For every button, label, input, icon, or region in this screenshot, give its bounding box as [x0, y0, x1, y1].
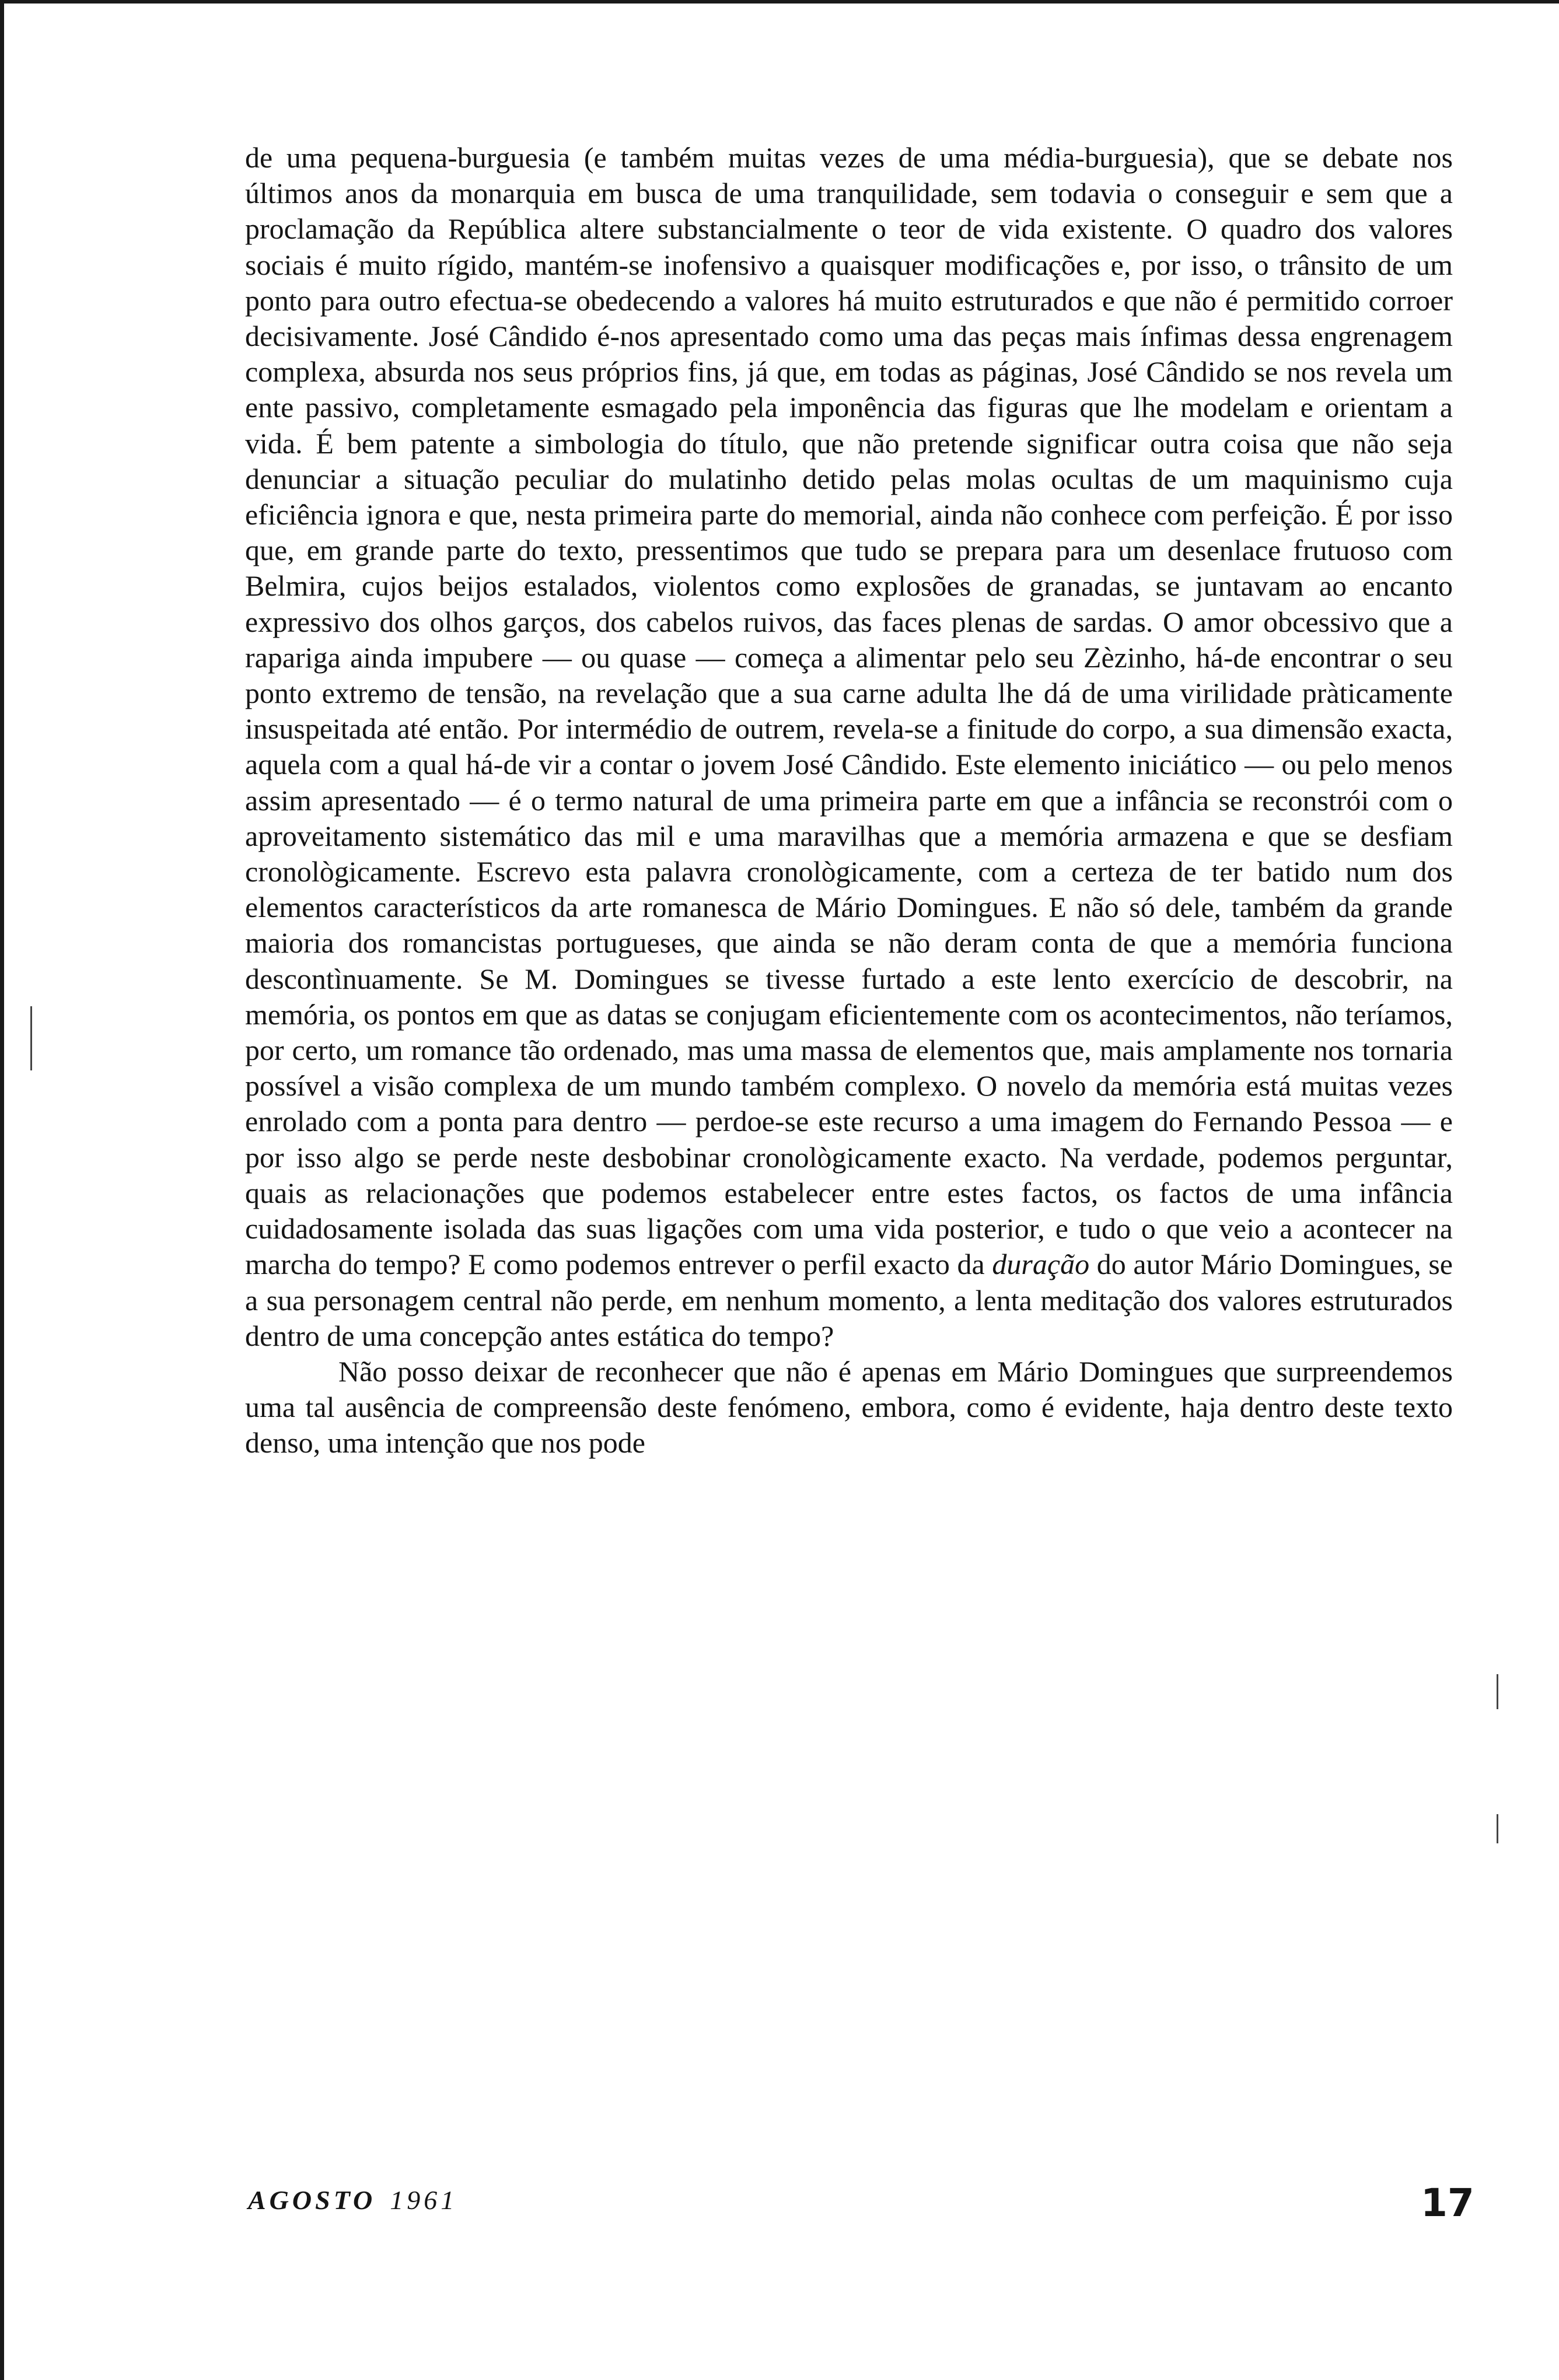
page-number: 17	[1421, 2180, 1474, 2225]
paragraph-text: Não posso deixar de reconhecer que não é apenas em Mário Domingues que surpreendemos uma tal ausência de compreensão deste fenómeno, embora, como é evidente, haja dentro deste texto denso, uma intenção que nos pode	[245, 1354, 1453, 1460]
issue-month: AGOSTO	[248, 2185, 376, 2215]
margin-mark	[30, 1006, 32, 1070]
paragraph-italic-text: duração	[992, 1248, 1090, 1281]
paragraph-text: de uma pequena-burguesia (e também muitas vezes de uma média-burguesia), que se debate nos últimos anos da monarquia em busca de uma tranquilidade, sem todavia o conseguir e sem que a proclamação da República altere substancialmente o teor de vida existente. O quadro dos valores sociais é muito rígido, mantém-se inofensivo a quaisquer modificações e, por isso, o trânsito de um ponto para outro efectua-se obedecendo a valores há muito estruturados e que não é permitido corroer decisivamente. José Cândido é-nos apresentado como uma das peças mais ínfimas dessa engrenagem complexa, absurda nos seus próprios fins, já que, em todas as páginas, José Cândido se nos revela um ente passivo, completamente esmagado pela imponência das figuras que lhe modelam e orientam a vida. É bem patente a simbologia do título, que não pretende significar outra coisa que não seja denunciar a situação peculiar do mulatinho detido pelas molas ocultas de um maquinismo cuja eficiência ignora e que, nesta primeira parte do memorial, ainda não conhece com perfeição. É por isso que, em grande parte do texto, pressentimos que tudo se prepara para um desenlace frutuoso com Belmira, cujos beijos estalados, violentos como explosões de granadas, se juntavam ao encanto expressivo dos olhos garços, dos cabelos ruivos, das faces plenas de sardas. O amor obcessivo que a rapariga ainda impubere — ou quase — começa a alimentar pelo seu Zèzinho, há-de encontrar o seu ponto extremo de tensão, na revelação que a sua carne adulta lhe dá de uma virilidade pràticamente insuspeitada até então. Por intermédio de outrem, revela-se a finitude do corpo, a sua dimensão exacta, aquela com a qual há-de vir a contar o jovem José Cândido. Este elemento iniciático — ou pelo menos assim apresentado — é o termo natural de uma primeira parte em que a infância se reconstrói com o aproveitamento sistemático das mil e uma maravilhas que a memória armazena e que se desfiam cronològicamente. Escrevo esta palavra cronològicamente, com a certeza de ter batido num dos elementos característicos da arte romanesca de Mário Domingues. E não só dele, também da grande maioria dos romancistas portugueses, que ainda se não deram conta de que a memória funciona descontìnuamente. Se M. Domingues se tivesse furtado a este lento exercício de descobrir, na memória, os pontos em que as datas se conjugam eficientemente com os acontecimentos, não teríamos, por certo, um romance tão ordenado, mas uma massa de elementos que, mais amplamente nos tornaria possível a visão complexa de um mundo também complexo. O novelo da memória está muitas vezes enrolado com a ponta para dentro — perdoe-se este recurso a uma imagem do Fernando Pessoa — e por isso algo se perde neste desbobinar cronològicamente exacto. Na verdade, podemos perguntar, quais as relacionações que podemos estabelecer entre estes factos, os factos de uma infância cuidadosamente isolada das suas ligações com uma vida posterior, e tudo o que veio a acontecer na marcha do tempo? E como podemos entrever o perfil exacto da	[245, 141, 1453, 1281]
paragraph	[245, 1354, 1453, 1461]
paragraph-text: do autor Mário Domingues, se a sua personagem central não perde, em nenhum momento, a lenta meditação dos valores estruturados dentro de uma concepção antes estática do tempo?	[245, 1248, 1453, 1352]
article-body	[245, 140, 1453, 1461]
margin-mark	[1497, 1814, 1498, 1843]
page-top-edge	[0, 0, 1559, 4]
page-left-edge	[0, 0, 4, 2380]
margin-mark	[1497, 1674, 1498, 1709]
issue-date	[248, 2185, 457, 2216]
issue-year: 1961	[390, 2185, 458, 2215]
paragraph	[245, 140, 1453, 1354]
